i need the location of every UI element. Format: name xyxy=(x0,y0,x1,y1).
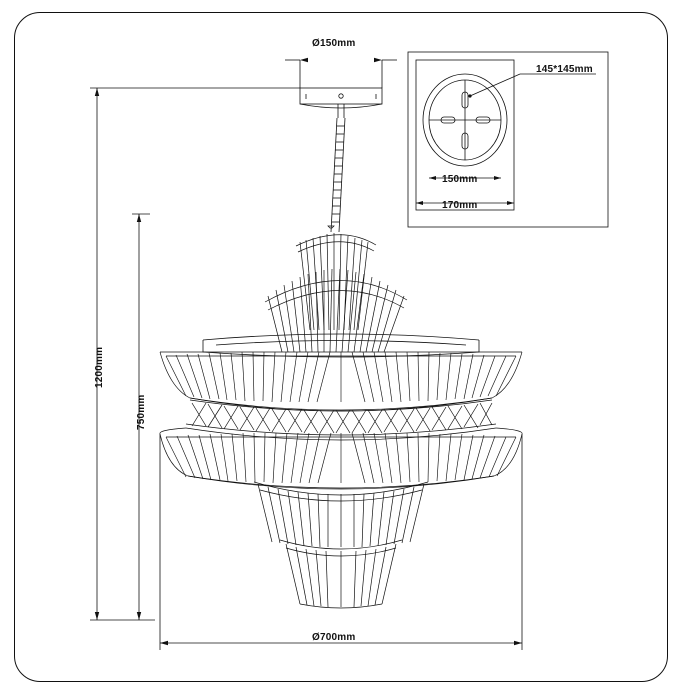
lower-crystal-tiers xyxy=(254,482,428,608)
overall-diameter-label: Ø700mm xyxy=(312,632,356,643)
overall-height-dimension xyxy=(90,88,300,620)
mount-inner-diameter-label: 150mm xyxy=(442,174,478,185)
lower-fluted-drum xyxy=(160,428,522,489)
fixture-height-label: 750mm xyxy=(136,394,147,430)
upper-crystal-tiers xyxy=(265,226,407,352)
mount-spacing-label: 145*145mm xyxy=(536,64,593,75)
upper-fluted-drum xyxy=(160,352,522,411)
canopy-plate xyxy=(300,88,382,108)
canopy-dimension-line xyxy=(285,58,397,88)
middle-crystal-band xyxy=(186,400,496,435)
mount-detail-box xyxy=(408,52,608,227)
suspension-chain xyxy=(331,104,345,232)
canopy-diameter-label: Ø150mm xyxy=(312,38,356,49)
mount-outer-diameter-label: 170mm xyxy=(442,200,478,211)
overall-height-label: 1200mm xyxy=(94,346,105,388)
